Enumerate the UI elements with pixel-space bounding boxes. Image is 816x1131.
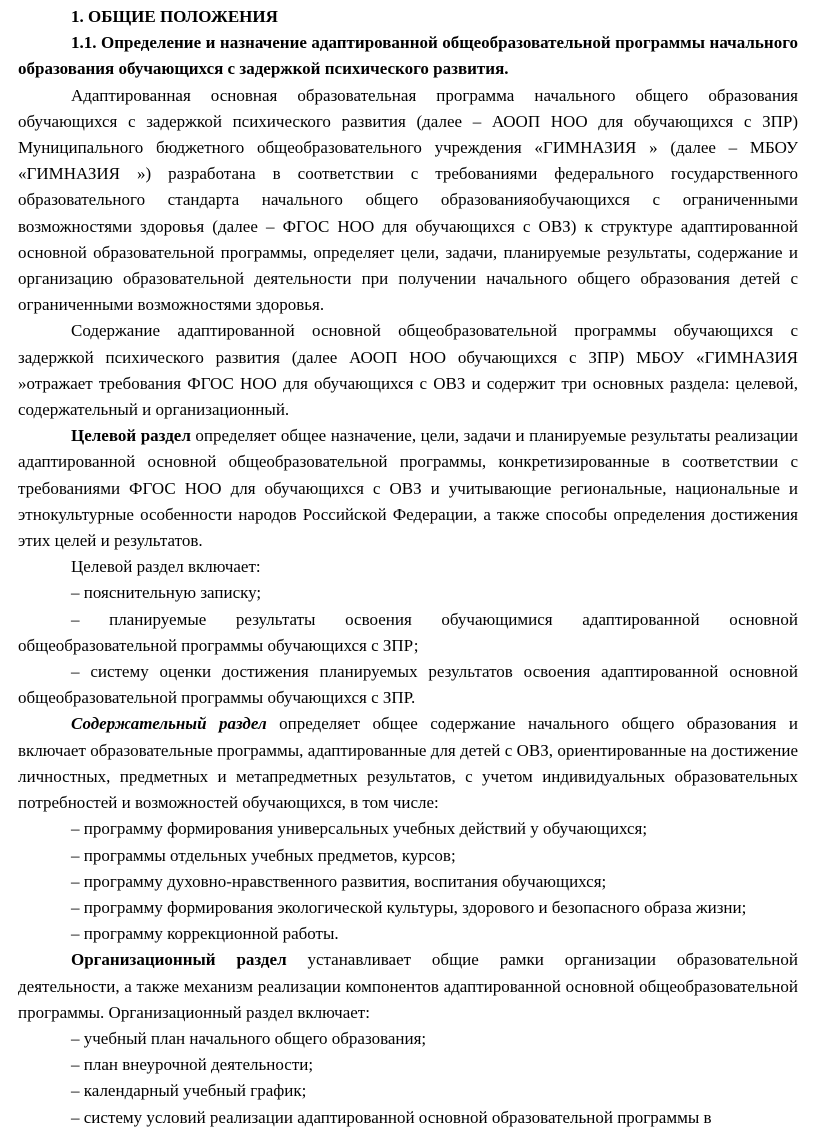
- paragraph-content-summary: Содержание адаптированной основной общеобразовательной программы обучающихся с задержкой психического развития (далее АООП НОО обучающихся с ЗПР) МБОУ «ГИМНАЗИЯ »отражает требования ФГОС НОО для обучающихся с ОВЗ и содержит три основных раздела: целевой, содержательный и организационный.: [18, 321, 798, 420]
- subsection-title: 1.1. Определение и назначение адаптированной общеобразовательной программы начального образования обучающихся с задержкой психического развития.: [18, 33, 798, 79]
- list-item: – систему оценки достижения планируемых результатов освоения адаптированной основной общеобразовательной программы обучающихся с ЗПР.: [18, 662, 798, 708]
- paragraph-org-section: [18, 947, 798, 1026]
- list-item: – пояснительную записку;: [71, 583, 262, 603]
- section-title: 1. ОБЩИЕ ПОЛОЖЕНИЯ: [71, 7, 278, 26]
- list-item: – план внеурочной деятельности;: [71, 1055, 314, 1075]
- list-item: – программы отдельных учебных предметов, курсов;: [71, 845, 456, 865]
- list-item: – планируемые результаты освоения обучающимися адаптированной основной общеобразовательной программы обучающихся с ЗПР;: [18, 609, 798, 655]
- org-section-lead: Организационный раздел: [71, 950, 287, 970]
- list-item: – учебный план начального общего образования;: [71, 1028, 427, 1048]
- list-item: – календарный учебный график;: [71, 1081, 307, 1101]
- target-section-lead: Целевой раздел: [71, 426, 191, 446]
- list-item: – программу духовно-нравственного развития, воспитания обучающихся;: [71, 871, 607, 891]
- paragraph-target-section: [18, 423, 798, 554]
- list-item: – программу формирования универсальных учебных действий у обучающихся;: [71, 819, 648, 839]
- list-item: – программу формирования экологической культуры, здорового и безопасного образа жизни;: [71, 897, 747, 917]
- paragraph-content-section: [18, 711, 798, 816]
- list-item: – систему условий реализации адаптированной основной образовательной программы в: [71, 1107, 712, 1127]
- list-item: – программу коррекционной работы.: [71, 924, 339, 944]
- content-section-text: определяет общее содержание начального общего образования и включает образовательные программы, адаптированные для детей с ОВЗ, ориентированные на достижение личностных, предметных и метапредметных результатов, с учетом индивидуальных образовательных потребностей и возможностей обучающихся, в том числе:: [18, 714, 798, 813]
- target-section-text: определяет общее назначение, цели, задачи и планируемые результаты реализации адаптированной основной общеобразовательной программы, конкретизированные в соответствии с требованиями ФГОС НОО для обучающихся с ОВЗ и учитывающие региональные, национальные и этнокультурные особенности народов Российской Федерации, а также способы определения достижения этих целей и результатов.: [18, 426, 798, 551]
- org-section-text: устанавливает общие рамки организации образовательной деятельности, а также механизм реализации компонентов адаптированной основной общеобразовательной программы. Организационный раздел включает:: [18, 950, 798, 1022]
- paragraph-target-includes: Целевой раздел включает:: [71, 557, 261, 577]
- content-section-lead: Содержательный раздел: [71, 714, 267, 734]
- paragraph-intro: Адаптированная основная образовательная программа начального общего образования обучающихся с задержкой психического развития (далее – АООП НОО для обучающихся с ЗПР) Муниципального бюджетного общеобразовательного учреждения «ГИМНАЗИЯ » (далее – МБОУ «ГИМНАЗИЯ ») разработана в соответствии с требованиями федерального государственного образовательного стандарта начального общего образованияобучающихся с ограниченными возможностями здоровья (далее – ФГОС НОО для обучающихся с ОВЗ) к структуре адаптированной основной образовательной программы, определяет цели, задачи, планируемые результаты, содержание и организацию образовательной деятельности при получении начального общего образования детей с ограниченными возможностями здоровья.: [18, 85, 798, 315]
